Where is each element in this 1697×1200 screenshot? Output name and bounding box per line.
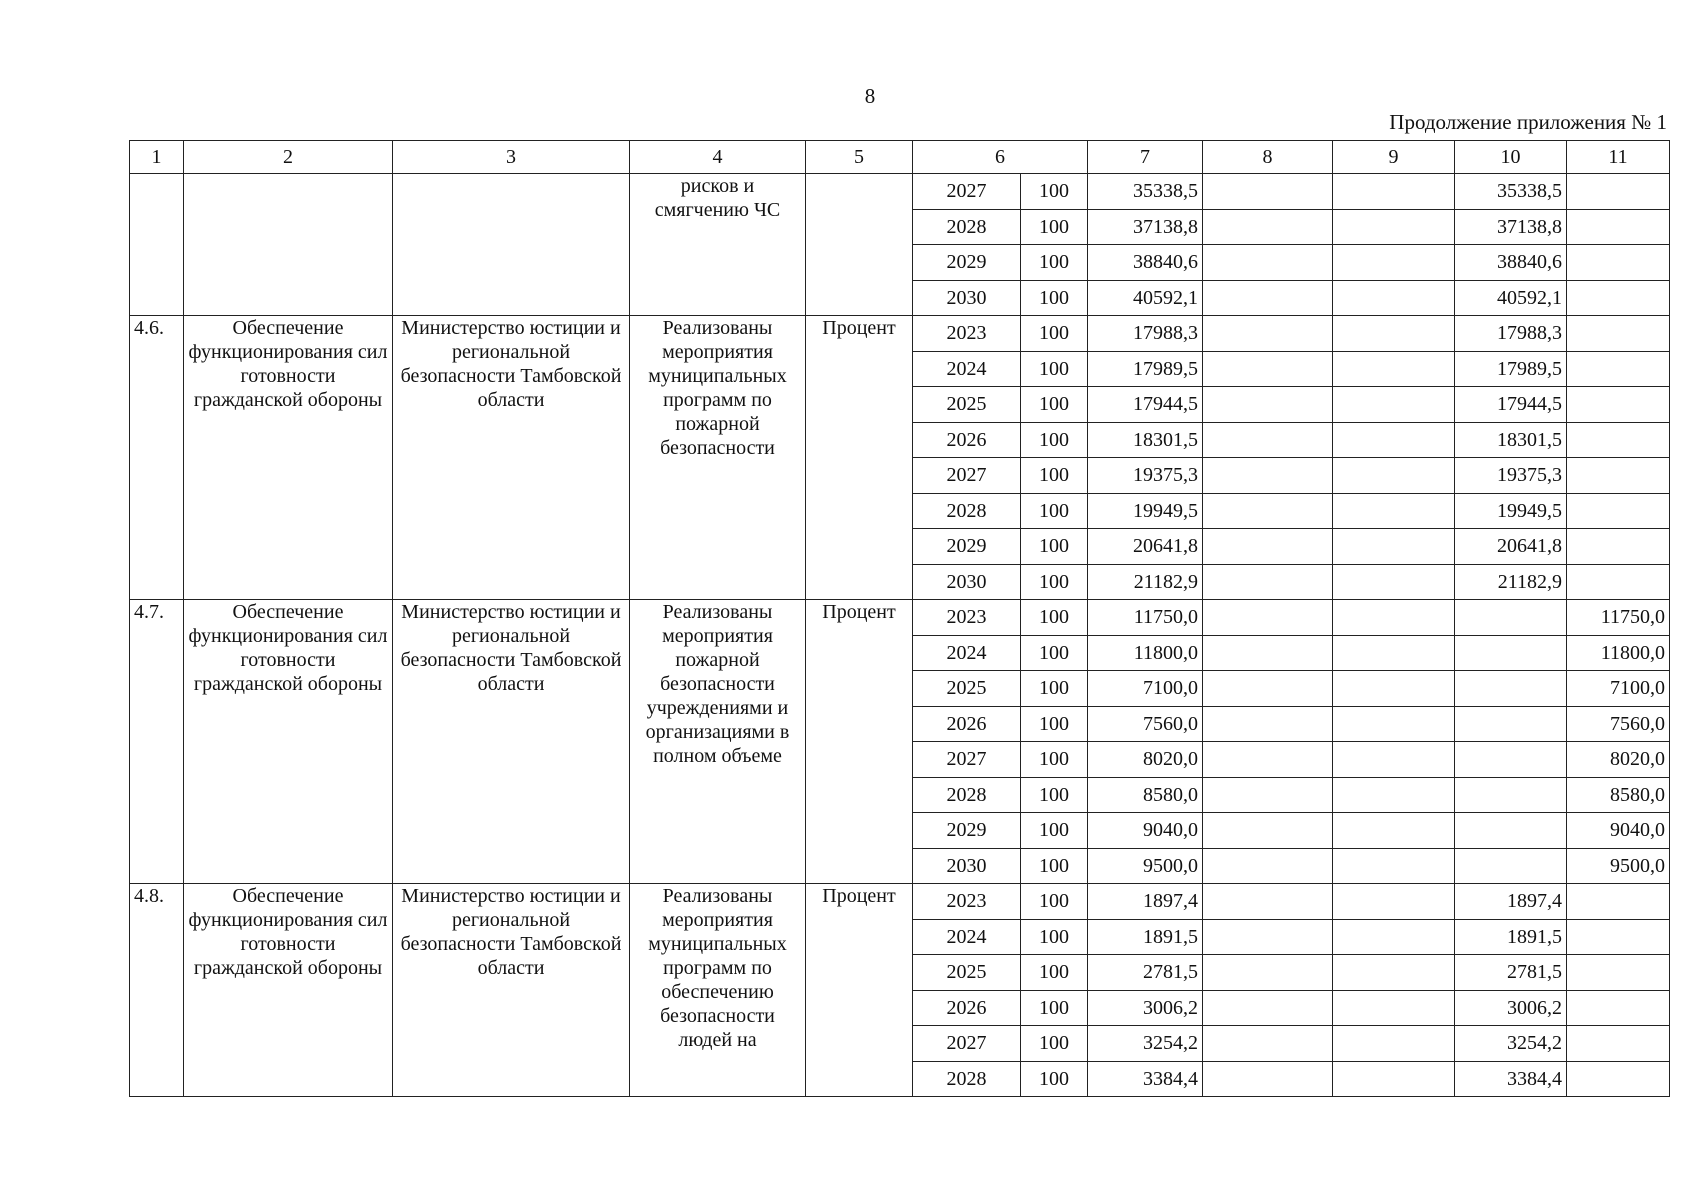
table-row xyxy=(130,174,1670,210)
executor xyxy=(393,174,630,316)
percent-cell: 100 xyxy=(1021,813,1088,849)
col9-cell xyxy=(1333,245,1455,281)
col10-cell: 38840,6 xyxy=(1455,245,1567,281)
col10-cell: 1897,4 xyxy=(1455,884,1567,920)
col10-cell: 19375,3 xyxy=(1455,458,1567,494)
col11-cell: 9040,0 xyxy=(1567,813,1670,849)
total-cell: 35338,5 xyxy=(1088,174,1203,210)
percent-cell: 100 xyxy=(1021,351,1088,387)
col8-cell xyxy=(1203,387,1333,423)
col8-cell xyxy=(1203,600,1333,636)
col11-cell xyxy=(1567,209,1670,245)
executor: Министерство юстиции и региональной безопасности Тамбовской области xyxy=(393,600,630,884)
percent-cell: 100 xyxy=(1021,884,1088,920)
percent-cell: 100 xyxy=(1021,316,1088,352)
col10-cell: 17944,5 xyxy=(1455,387,1567,423)
col9-cell xyxy=(1333,209,1455,245)
col8-cell xyxy=(1203,884,1333,920)
col10-cell: 1891,5 xyxy=(1455,919,1567,955)
percent-cell: 100 xyxy=(1021,955,1088,991)
col11-cell xyxy=(1567,529,1670,565)
col11-cell xyxy=(1567,955,1670,991)
column-number-11: 11 xyxy=(1567,141,1670,174)
total-cell: 38840,6 xyxy=(1088,245,1203,281)
year-cell: 2026 xyxy=(913,990,1021,1026)
col9-cell xyxy=(1333,351,1455,387)
total-cell: 9040,0 xyxy=(1088,813,1203,849)
percent-cell: 100 xyxy=(1021,1026,1088,1062)
col8-cell xyxy=(1203,493,1333,529)
col9-cell xyxy=(1333,884,1455,920)
percent-cell: 100 xyxy=(1021,529,1088,565)
column-number-2: 2 xyxy=(184,141,393,174)
total-cell: 7100,0 xyxy=(1088,671,1203,707)
col11-cell xyxy=(1567,919,1670,955)
year-cell: 2026 xyxy=(913,422,1021,458)
col8-cell xyxy=(1203,1061,1333,1097)
unit-of-measure: Процент xyxy=(806,884,913,1097)
result-description: Реализованы мероприятия муниципальных программ по обеспечению безопасности людей на xyxy=(630,884,806,1097)
percent-cell: 100 xyxy=(1021,493,1088,529)
col11-cell: 11800,0 xyxy=(1567,635,1670,671)
percent-cell: 100 xyxy=(1021,777,1088,813)
col8-cell xyxy=(1203,635,1333,671)
unit-of-measure xyxy=(806,174,913,316)
total-cell: 9500,0 xyxy=(1088,848,1203,884)
year-cell: 2028 xyxy=(913,1061,1021,1097)
percent-cell: 100 xyxy=(1021,742,1088,778)
unit-of-measure: Процент xyxy=(806,316,913,600)
total-cell: 21182,9 xyxy=(1088,564,1203,600)
total-cell: 1897,4 xyxy=(1088,884,1203,920)
total-cell: 17989,5 xyxy=(1088,351,1203,387)
col10-cell: 40592,1 xyxy=(1455,280,1567,316)
total-cell: 37138,8 xyxy=(1088,209,1203,245)
col9-cell xyxy=(1333,955,1455,991)
col9-cell xyxy=(1333,564,1455,600)
col8-cell xyxy=(1203,1026,1333,1062)
percent-cell: 100 xyxy=(1021,458,1088,494)
year-cell: 2028 xyxy=(913,493,1021,529)
col8-cell xyxy=(1203,955,1333,991)
percent-cell: 100 xyxy=(1021,848,1088,884)
measure-name xyxy=(184,174,393,316)
col8-cell xyxy=(1203,919,1333,955)
year-cell: 2024 xyxy=(913,351,1021,387)
column-number-9: 9 xyxy=(1333,141,1455,174)
col8-cell xyxy=(1203,848,1333,884)
col8-cell xyxy=(1203,458,1333,494)
percent-cell: 100 xyxy=(1021,174,1088,210)
col10-cell: 3006,2 xyxy=(1455,990,1567,1026)
percent-cell: 100 xyxy=(1021,245,1088,281)
col9-cell xyxy=(1333,1026,1455,1062)
percent-cell: 100 xyxy=(1021,422,1088,458)
col9-cell xyxy=(1333,671,1455,707)
year-cell: 2025 xyxy=(913,955,1021,991)
col10-cell xyxy=(1455,600,1567,636)
col9-cell xyxy=(1333,174,1455,210)
year-cell: 2029 xyxy=(913,813,1021,849)
col10-cell: 21182,9 xyxy=(1455,564,1567,600)
col11-cell xyxy=(1567,422,1670,458)
column-number-row xyxy=(130,141,1670,174)
col9-cell xyxy=(1333,422,1455,458)
year-cell: 2024 xyxy=(913,635,1021,671)
percent-cell: 100 xyxy=(1021,919,1088,955)
percent-cell: 100 xyxy=(1021,635,1088,671)
col10-cell xyxy=(1455,813,1567,849)
year-cell: 2023 xyxy=(913,600,1021,636)
col8-cell xyxy=(1203,351,1333,387)
column-number-7: 7 xyxy=(1088,141,1203,174)
total-cell: 18301,5 xyxy=(1088,422,1203,458)
col8-cell xyxy=(1203,280,1333,316)
year-cell: 2025 xyxy=(913,387,1021,423)
table-row xyxy=(130,600,1670,636)
total-cell: 8020,0 xyxy=(1088,742,1203,778)
year-cell: 2029 xyxy=(913,529,1021,565)
column-number-1: 1 xyxy=(130,141,184,174)
year-cell: 2023 xyxy=(913,316,1021,352)
col10-cell: 2781,5 xyxy=(1455,955,1567,991)
col9-cell xyxy=(1333,742,1455,778)
result-description: Реализованы мероприятия пожарной безопасности учреждениями и организациями в полном объеме xyxy=(630,600,806,884)
total-cell: 3254,2 xyxy=(1088,1026,1203,1062)
col8-cell xyxy=(1203,813,1333,849)
year-cell: 2025 xyxy=(913,671,1021,707)
percent-cell: 100 xyxy=(1021,280,1088,316)
col11-cell xyxy=(1567,990,1670,1026)
total-cell: 3384,4 xyxy=(1088,1061,1203,1097)
row-number: 4.8. xyxy=(130,884,184,1097)
percent-cell: 100 xyxy=(1021,990,1088,1026)
year-cell: 2023 xyxy=(913,884,1021,920)
percent-cell: 100 xyxy=(1021,706,1088,742)
total-cell: 7560,0 xyxy=(1088,706,1203,742)
col11-cell xyxy=(1567,1061,1670,1097)
page-number: 8 xyxy=(864,84,876,108)
col10-cell xyxy=(1455,742,1567,778)
col10-cell xyxy=(1455,848,1567,884)
year-cell: 2027 xyxy=(913,458,1021,494)
col9-cell xyxy=(1333,990,1455,1026)
total-cell: 17988,3 xyxy=(1088,316,1203,352)
col9-cell xyxy=(1333,529,1455,565)
year-cell: 2028 xyxy=(913,777,1021,813)
table-row xyxy=(130,884,1670,920)
total-cell: 11800,0 xyxy=(1088,635,1203,671)
percent-cell: 100 xyxy=(1021,209,1088,245)
col10-cell: 17988,3 xyxy=(1455,316,1567,352)
col11-cell xyxy=(1567,564,1670,600)
table-row xyxy=(130,316,1670,352)
percent-cell: 100 xyxy=(1021,1061,1088,1097)
row-number xyxy=(130,174,184,316)
col10-cell: 3384,4 xyxy=(1455,1061,1567,1097)
col9-cell xyxy=(1333,493,1455,529)
col8-cell xyxy=(1203,777,1333,813)
column-number-10: 10 xyxy=(1455,141,1567,174)
year-cell: 2024 xyxy=(913,919,1021,955)
col8-cell xyxy=(1203,742,1333,778)
col9-cell xyxy=(1333,635,1455,671)
col10-cell: 19949,5 xyxy=(1455,493,1567,529)
col10-cell xyxy=(1455,706,1567,742)
row-number: 4.7. xyxy=(130,600,184,884)
row-number: 4.6. xyxy=(130,316,184,600)
col9-cell xyxy=(1333,387,1455,423)
col11-cell xyxy=(1567,884,1670,920)
col8-cell xyxy=(1203,245,1333,281)
col8-cell xyxy=(1203,529,1333,565)
col11-cell: 7100,0 xyxy=(1567,671,1670,707)
year-cell: 2027 xyxy=(913,1026,1021,1062)
col8-cell xyxy=(1203,316,1333,352)
col9-cell xyxy=(1333,848,1455,884)
col8-cell xyxy=(1203,422,1333,458)
col11-cell: 7560,0 xyxy=(1567,706,1670,742)
col9-cell xyxy=(1333,777,1455,813)
executor: Министерство юстиции и региональной безопасности Тамбовской области xyxy=(393,884,630,1097)
col11-cell xyxy=(1567,174,1670,210)
col11-cell xyxy=(1567,316,1670,352)
col11-cell xyxy=(1567,1026,1670,1062)
col11-cell: 8580,0 xyxy=(1567,777,1670,813)
col11-cell xyxy=(1567,351,1670,387)
col10-cell: 18301,5 xyxy=(1455,422,1567,458)
col10-cell: 17989,5 xyxy=(1455,351,1567,387)
col10-cell xyxy=(1455,777,1567,813)
column-number-8: 8 xyxy=(1203,141,1333,174)
col10-cell xyxy=(1455,671,1567,707)
col9-cell xyxy=(1333,316,1455,352)
col11-cell: 8020,0 xyxy=(1567,742,1670,778)
total-cell: 11750,0 xyxy=(1088,600,1203,636)
year-cell: 2028 xyxy=(913,209,1021,245)
col11-cell xyxy=(1567,493,1670,529)
percent-cell: 100 xyxy=(1021,387,1088,423)
col10-cell xyxy=(1455,635,1567,671)
percent-cell: 100 xyxy=(1021,671,1088,707)
measure-name: Обеспечение функционирования сил готовности гражданской обороны xyxy=(184,884,393,1097)
result-description: Реализованы мероприятия муниципальных программ по пожарной безопасности xyxy=(630,316,806,600)
col10-cell: 20641,8 xyxy=(1455,529,1567,565)
result-description: рисков и смягчению ЧС xyxy=(630,174,806,316)
total-cell: 20641,8 xyxy=(1088,529,1203,565)
col8-cell xyxy=(1203,174,1333,210)
col9-cell xyxy=(1333,600,1455,636)
year-cell: 2030 xyxy=(913,564,1021,600)
column-number-4: 4 xyxy=(630,141,806,174)
col9-cell xyxy=(1333,280,1455,316)
appendix-table xyxy=(129,140,1670,1097)
col11-cell xyxy=(1567,245,1670,281)
col8-cell xyxy=(1203,706,1333,742)
unit-of-measure: Процент xyxy=(806,600,913,884)
continuation-label: Продолжение приложения № 1 xyxy=(1389,110,1667,134)
col11-cell: 11750,0 xyxy=(1567,600,1670,636)
column-number-5: 5 xyxy=(806,141,913,174)
total-cell: 3006,2 xyxy=(1088,990,1203,1026)
percent-cell: 100 xyxy=(1021,600,1088,636)
col11-cell xyxy=(1567,387,1670,423)
col11-cell xyxy=(1567,458,1670,494)
column-number-6: 6 xyxy=(913,141,1088,174)
col9-cell xyxy=(1333,706,1455,742)
percent-cell: 100 xyxy=(1021,564,1088,600)
col10-cell: 3254,2 xyxy=(1455,1026,1567,1062)
measure-name: Обеспечение функционирования сил готовности гражданской обороны xyxy=(184,316,393,600)
col9-cell xyxy=(1333,1061,1455,1097)
total-cell: 19949,5 xyxy=(1088,493,1203,529)
executor: Министерство юстиции и региональной безопасности Тамбовской области xyxy=(393,316,630,600)
total-cell: 2781,5 xyxy=(1088,955,1203,991)
total-cell: 19375,3 xyxy=(1088,458,1203,494)
col8-cell xyxy=(1203,671,1333,707)
col8-cell xyxy=(1203,990,1333,1026)
col8-cell xyxy=(1203,209,1333,245)
col9-cell xyxy=(1333,919,1455,955)
col9-cell xyxy=(1333,813,1455,849)
year-cell: 2030 xyxy=(913,280,1021,316)
col11-cell xyxy=(1567,280,1670,316)
year-cell: 2026 xyxy=(913,706,1021,742)
col9-cell xyxy=(1333,458,1455,494)
total-cell: 40592,1 xyxy=(1088,280,1203,316)
measure-name: Обеспечение функционирования сил готовности гражданской обороны xyxy=(184,600,393,884)
col11-cell: 9500,0 xyxy=(1567,848,1670,884)
year-cell: 2027 xyxy=(913,742,1021,778)
year-cell: 2029 xyxy=(913,245,1021,281)
total-cell: 1891,5 xyxy=(1088,919,1203,955)
year-cell: 2027 xyxy=(913,174,1021,210)
total-cell: 17944,5 xyxy=(1088,387,1203,423)
col10-cell: 35338,5 xyxy=(1455,174,1567,210)
total-cell: 8580,0 xyxy=(1088,777,1203,813)
column-number-3: 3 xyxy=(393,141,630,174)
col8-cell xyxy=(1203,564,1333,600)
col10-cell: 37138,8 xyxy=(1455,209,1567,245)
year-cell: 2030 xyxy=(913,848,1021,884)
